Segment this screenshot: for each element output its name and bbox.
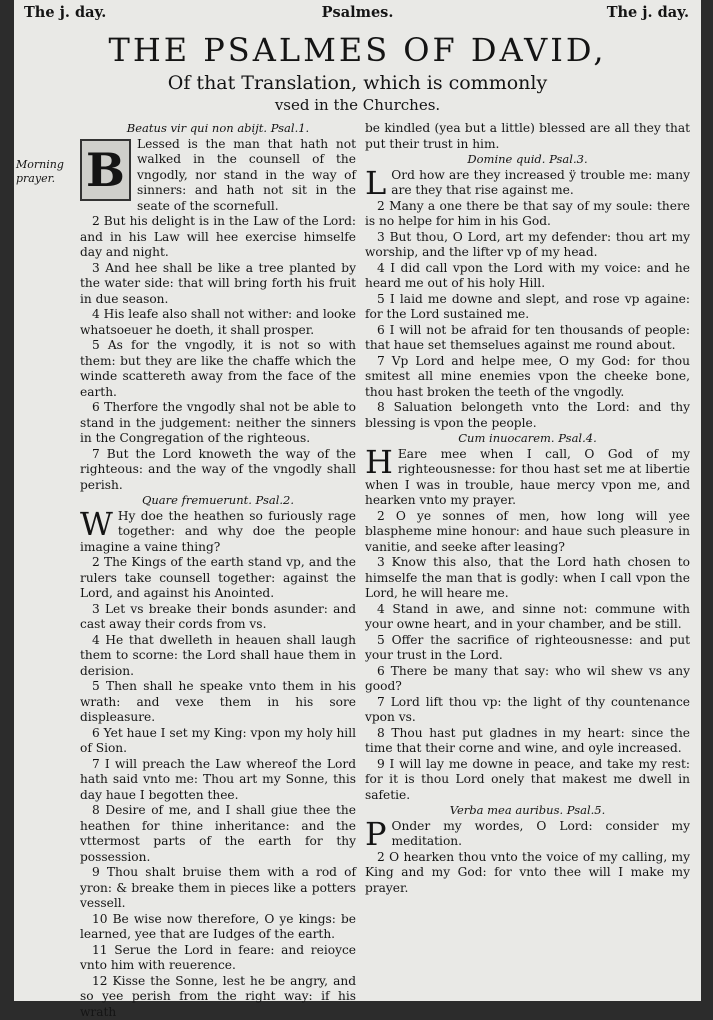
psalm-4-verse-2: 2 O ye sonnes of men, how long will yee blaspheme mine honour: and haue such pleasure in vanitie, and seeke after leasing? [365, 509, 690, 556]
psalm-3-verse-3: 3 But thou, O Lord, art my defender: thou art my worship, and the lifter vp of my head. [365, 230, 690, 261]
psalm-5-verse-2: 2 O hearken thou vnto the voice of my calling, my King and my God: for vnto thee will I make my prayer. [365, 850, 690, 897]
psalm-2-verse-2: 2 The Kings of the earth stand vp, and the rulers take counsell together: against the Lord, and against his Anointed. [80, 555, 356, 602]
psalm-1-verse-7: 7 But the Lord knoweth the way of the righteous: and the way of the vngodly shall perish. [80, 447, 356, 494]
psalm-3-heading: Domine quid. Psal.3. [365, 152, 690, 168]
decorated-initial: B [80, 139, 131, 201]
psalm-3-verse-8: 8 Saluation belongeth vnto the Lord: and thy blessing is vpon the people. [365, 400, 690, 431]
psalm-1-verse-5: 5 As for the vngodly, it is not so with them: but they are like the chaffe which the winde scattereth away from the face of the earth. [80, 338, 356, 400]
margin-note: Morning prayer. [16, 158, 66, 186]
running-head-right: The j. day. [607, 4, 689, 21]
running-head-left: The j. day. [24, 4, 106, 21]
psalm-5-verse-1: P Onder my wordes, O Lord: consider my meditation. [365, 819, 690, 850]
psalm-2-verse-11: 11 Serue the Lord in feare: and reioyce vnto him with reuerence. [80, 943, 356, 974]
psalm-2-verse-4: 4 He that dwelleth in heauen shall laugh them to scorne: the Lord shall haue them in derision. [80, 633, 356, 680]
psalm-2-verse-1: W Hy doe the heathen so furiously rage together: and why doe the people imagine a vaine thing? [80, 509, 356, 556]
page-subtitle: Of that Translation, which is commonly [14, 72, 701, 94]
psalm-3-verse-4: 4 I did call vpon the Lord with my voice: and he heard me out of his holy Hill. [365, 261, 690, 292]
psalm-2-verse-6: 6 Yet haue I set my King: vpon my holy hill of Sion. [80, 726, 356, 757]
initial-letter: H [365, 448, 393, 476]
page-subtitle-line2: vsed in the Churches. [14, 96, 701, 114]
psalm-4-verse-1: H Eare mee when I call, O God of my righteousnesse: for thou hast set me at libertie when I was in trouble, haue mercy vpon me, and hearken vnto my prayer. [365, 447, 690, 509]
psalm-4-verse-5: 5 Offer the sacrifice of righteousnesse: and put your trust in the Lord. [365, 633, 690, 664]
running-head-center: Psalmes. [14, 4, 701, 21]
page-title: THE PSALMES OF DAVID, [14, 33, 701, 67]
psalm-2-verse-12-continued: be kindled (yea but a little) blessed are all they that put their trust in him. [365, 121, 690, 152]
psalm-1-verse-1: B Lessed is the man that hath not walked in the counsell of the vngodly, nor stand in the way of sinners: and hath not sit in the seate of the scornefull. [80, 137, 356, 215]
psalm-2-verse-5: 5 Then shall he speake vnto them in his wrath: and vexe them in his sore displeasure. [80, 679, 356, 726]
psalm-3-verse-1: L Ord how are they increased ÿ trouble me: many are they that rise against me. [365, 168, 690, 199]
psalm-2-verse-3: 3 Let vs breake their bonds asunder: and cast away their cords from vs. [80, 602, 356, 633]
psalm-5-heading: Verba mea auribus. Psal.5. [365, 803, 690, 819]
psalm-1-verse-4: 4 His leafe also shall not wither: and looke whatsoeuer he doeth, it shall prosper. [80, 307, 356, 338]
left-column [80, 121, 356, 996]
psalm-2-heading: Quare fremuerunt. Psal.2. [80, 493, 356, 509]
right-column [365, 121, 690, 996]
psalm-3-verse-2: 2 Many a one there be that say of my soule: there is no helpe for him in his God. [365, 199, 690, 230]
psalm-4-verse-3: 3 Know this also, that the Lord hath chosen to himselfe the man that is godly: when I call vpon the Lord, he will heare me. [365, 555, 690, 602]
psalm-3-verse-6: 6 I will not be afraid for ten thousands of people: that haue set themselues against me round about. [365, 323, 690, 354]
psalm-3-verse-5: 5 I laid me downe and slept, and rose vp againe: for the Lord sustained me. [365, 292, 690, 323]
psalm-4-verse-4: 4 Stand in awe, and sinne not: commune with your owne heart, and in your chamber, and be still. [365, 602, 690, 633]
psalm-4-heading: Cum inuocarem. Psal.4. [365, 431, 690, 447]
psalm-2-verse-7: 7 I will preach the Law whereof the Lord hath said vnto me: Thou art my Sonne, this day haue I begotten thee. [80, 757, 356, 804]
psalm-4-verse-7: 7 Lord lift thou vp: the light of thy countenance vpon vs. [365, 695, 690, 726]
psalm-2-verse-9: 9 Thou shalt bruise them with a rod of yron: & breake them in pieces like a potters vessell. [80, 865, 356, 912]
psalm-2-verse-10: 10 Be wise now therefore, O ye kings: be learned, yee that are Iudges of the earth. [80, 912, 356, 943]
initial-letter: P [365, 820, 387, 848]
psalm-1-verse-6: 6 Therfore the vngodly shal not be able to stand in the judgement: neither the sinners in the Congregation of the righteous. [80, 400, 356, 447]
initial-letter: L [365, 169, 386, 197]
psalm-2-verse-8: 8 Desire of me, and I shall giue thee the heathen for thine inheritance: and the vttermost parts of the earth for thy possession. [80, 803, 356, 865]
book-page [14, 0, 701, 1001]
psalm-4-verse-6: 6 There be many that say: who wil shew vs any good? [365, 664, 690, 695]
psalm-1-verse-2: 2 But his delight is in the Law of the Lord: and in his Law will hee exercise himselfe day and night. [80, 214, 356, 261]
psalm-4-verse-9: 9 I will lay me downe in peace, and take my rest: for it is thou Lord onely that makest me dwell in safetie. [365, 757, 690, 804]
psalm-1-verse-3: 3 And hee shall be like a tree planted by the water side: that will bring forth his fruit in due season. [80, 261, 356, 308]
initial-letter: W [80, 510, 113, 538]
psalm-4-verse-8: 8 Thou hast put gladnes in my heart: since the time that their corne and wine, and oyle increased. [365, 726, 690, 757]
psalm-3-verse-7: 7 Vp Lord and helpe mee, O my God: for thou smitest all mine enemies vpon the cheeke bone, thou hast broken the teeth of the vngodly. [365, 354, 690, 401]
psalm-1-heading: Beatus vir qui non abijt. Psal.1. [80, 121, 356, 137]
psalm-2-verse-12: 12 Kisse the Sonne, lest he be angry, and so yee perish from the right way: if his wrath [80, 974, 356, 1020]
